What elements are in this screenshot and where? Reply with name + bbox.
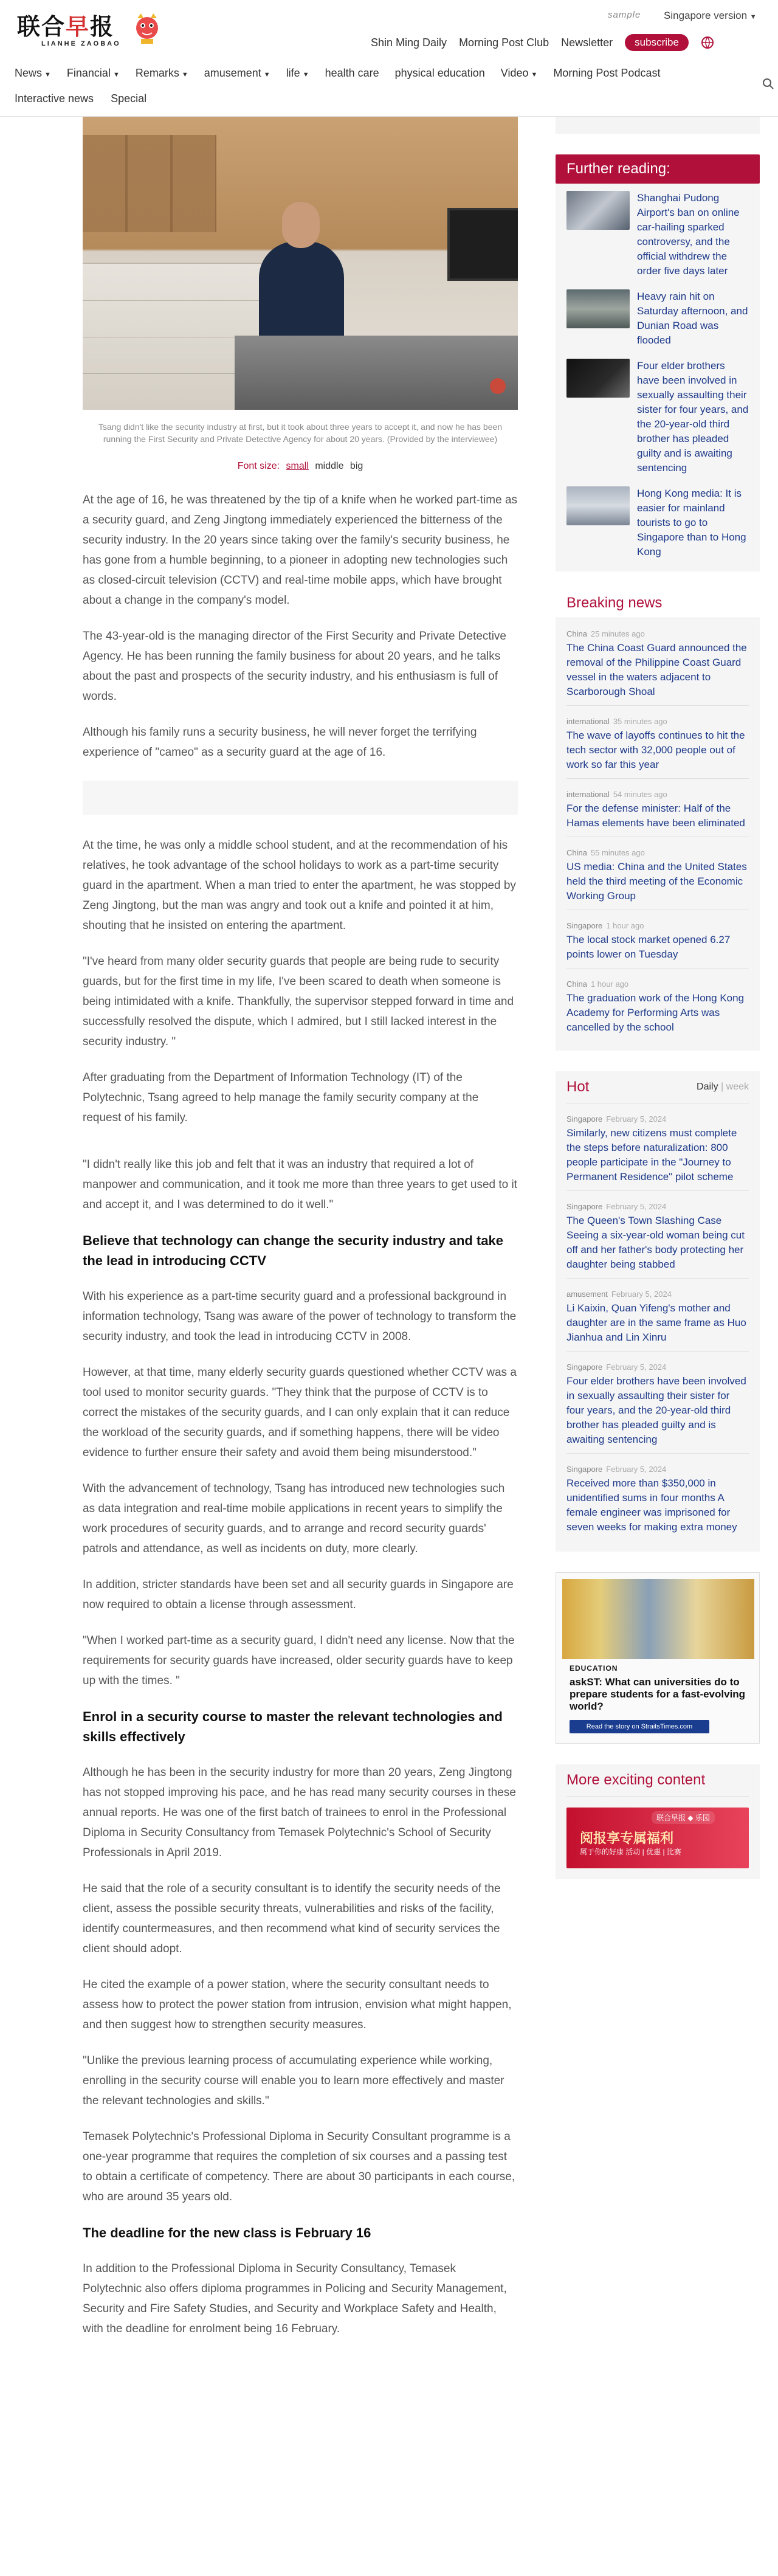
news-meta — [566, 790, 749, 799]
news-category[interactable]: international — [566, 790, 610, 799]
article-paragraph: "Unlike the previous learning process of accumulating experience while working, enrolling in the security course will enable you to learn more effectively and master the relevant technologies and skills." — [83, 2054, 504, 2107]
nav-label: amusement — [204, 67, 261, 79]
further-reading-link[interactable]: Shanghai Pudong Airport's ban on online car-hailing sparked controversy, and the official withdrew the order five days later — [637, 192, 740, 277]
news-time: February 5, 2024 — [611, 1290, 672, 1299]
hot-news-item[interactable] — [566, 1279, 749, 1352]
article-subheading: The deadline for the new class is February 16 — [83, 2225, 371, 2240]
sidebar-spacer — [556, 117, 760, 134]
dragon-mascot-icon — [133, 12, 162, 46]
news-title-link[interactable]: Four elder brothers have been involved in sexually assaulting their sister for four years, and the 20-year-old third brother has pleaded guilty and is awaiting sentencing — [566, 1375, 746, 1445]
article-paragraph: At the age of 16, he was threatened by the tip of a knife when he worked part-time as a security guard, and Zeng Jingtong immediately experienced the bitterness of the security industry. In the 20 years since taking over the family's security business, he has gone from a humble beginning, to a pioneer in adopting new technologies such as closed-circuit television (CCTV) and real-time mobile apps, which have brought about a change in the company's model. — [83, 494, 518, 607]
further-reading-item[interactable] — [556, 184, 760, 282]
article-body — [83, 117, 518, 2339]
sidebar-advertisement[interactable] — [556, 1572, 760, 1744]
news-title-link[interactable]: The local stock market opened 6.27 points lower on Tuesday — [566, 934, 731, 960]
top-nav — [371, 34, 714, 51]
topnav-link-shin-ming-daily[interactable]: Shin Ming Daily — [371, 36, 447, 49]
breaking-news-title: Breaking news — [556, 587, 760, 618]
desk-shape — [235, 336, 518, 410]
further-reading-item[interactable] — [556, 282, 760, 351]
article-paragraph: After graduating from the Department of Information Technology (IT) of the Polytechnic, Tsang agreed to help manage the family security company at the request of his family. — [83, 1071, 479, 1124]
article-paragraph: "I've heard from many older security guards that people are being rude to security guards, but for the first time in my life, I've been scared to death when someone is being intimidated with a knife. Thankfully, the supervisor stepped forward in time and successfully resolved the dispute, which I admired, but I still lacked interest in the security industry. " — [83, 955, 514, 1048]
hot-news-item[interactable] — [566, 1352, 749, 1454]
breaking-news-list — [556, 618, 760, 1051]
ad-cta-button[interactable]: Read the story on StraitsTimes.com — [570, 1720, 709, 1733]
article-paragraph: The 43-year-old is the managing director of the First Security and Private Detective Agency. He has been running the family business for about 20 years, and he talks about the past and prospects of the security industry, and his enthusiasm is full of words. — [83, 630, 506, 703]
breaking-news-item[interactable] — [566, 910, 749, 969]
further-reading-item[interactable] — [556, 351, 760, 479]
sidebar — [556, 117, 760, 1879]
article-paragraph: In addition, stricter standards have been set and all security guards in Singapore are now required to obtain a license through assessment. — [83, 1578, 514, 1611]
chevron-down-icon: ▼ — [181, 71, 188, 78]
chevron-down-icon: ▼ — [44, 71, 51, 78]
ad-image — [562, 1579, 754, 1659]
more-exciting-title: More exciting content — [566, 1764, 749, 1797]
nav-remarks[interactable] — [136, 67, 188, 80]
chevron-down-icon: ▼ — [263, 71, 270, 78]
logo-wordmark: 联合早报 — [17, 13, 115, 40]
nav-news[interactable] — [15, 67, 51, 80]
news-time: 35 minutes ago — [613, 717, 667, 726]
article-thumbnail[interactable] — [566, 191, 630, 230]
image-caption: Tsang didn't like the security industry at first, but it took about three years to accept it, and now he has been running the First Security and Private Detective Agency for about 20 years. (Provided by the interviewee) — [98, 422, 503, 444]
news-meta — [566, 979, 749, 989]
breaking-news-item[interactable] — [566, 618, 749, 706]
article-hero-image — [83, 117, 518, 410]
logo-subtitle: LIANHE ZAOBAO — [41, 40, 121, 47]
nav-life[interactable] — [286, 67, 309, 80]
news-category[interactable]: China — [566, 979, 587, 989]
chevron-down-icon: ▼ — [531, 71, 538, 78]
nav-label: life — [286, 67, 300, 79]
further-reading-link[interactable]: Four elder brothers have been involved in sexually assaulting their sister for four years, and the 20-year-old third brother has pleaded guilty and is awaiting sentencing — [637, 360, 749, 474]
article-paragraph: At the time, he was only a middle school student, and at the recommendation of his relatives, he took advantage of the school holidays to work as a part-time security guard in the apartment. When a man tried to enter the apartment, he was stopped by Zeng Jingtong, but the man was angry and took out a knife and pointed it at him, shouting that he insisted on entering the apartment. — [83, 839, 516, 932]
article-paragraph: Temasek Polytechnic's Professional Diploma in Security Consultant programme is a one-year programme that requires the completion of six courses and a passing test to obtain a certificate of competency. There are about 30 participants in each course, who are around 35 years old. — [83, 2130, 515, 2203]
breaking-news-item[interactable] — [566, 706, 749, 779]
hot-news-item[interactable] — [566, 1191, 749, 1279]
news-meta — [566, 1290, 749, 1299]
news-title-link[interactable]: The Queen's Town Slashing Case Seeing a six-year-old woman being cut off and her father's body protecting her daughter being stabbed — [566, 1215, 745, 1270]
nav-label: Remarks — [135, 67, 179, 79]
nav-amusement[interactable] — [204, 67, 270, 80]
news-meta — [566, 1202, 749, 1211]
article-paragraph: With his experience as a part-time security guard and a professional background in information technology, Tsang was aware of the power of technology to transform the security industry, and took the lead in introducing CCTV in 2008. — [83, 1290, 517, 1343]
main-nav — [15, 67, 660, 80]
news-title-link[interactable]: Similarly, new citizens must complete the steps before naturalization: 800 people participate in the "Journey to Permanent Residence" pilot scheme — [566, 1127, 737, 1183]
nav-video[interactable] — [501, 67, 538, 80]
hot-news-item[interactable] — [566, 1454, 749, 1541]
chevron-down-icon: ▼ — [302, 71, 309, 78]
tab-daily[interactable]: Daily — [697, 1082, 718, 1092]
further-reading-card — [556, 154, 760, 571]
region-label: Singapore version — [664, 10, 748, 21]
news-meta — [566, 717, 749, 726]
news-meta — [566, 629, 749, 638]
article-paragraph: "When I worked part-time as a security guard, I didn't need any license. Now that the requirements for security guards have increased, older security guards have to keep up with the times. " — [83, 1634, 515, 1687]
site-logo[interactable] — [17, 13, 139, 52]
subscribe-button[interactable]: subscribe — [625, 34, 689, 51]
breaking-news-card — [556, 587, 760, 1051]
news-title-link[interactable]: US media: China and the United States held the third meeting of the Economic Working Group — [566, 861, 747, 902]
monitor-shape — [447, 208, 518, 281]
font-size-middle[interactable]: middle — [315, 461, 344, 471]
hot-news-card — [556, 1071, 760, 1552]
ad-headline: askST: What can universities do to prepare students for a fast-evolving world? — [570, 1676, 746, 1712]
news-time: February 5, 2024 — [606, 1465, 667, 1474]
nav-label: Financial — [66, 67, 111, 79]
news-title-link[interactable]: The wave of layoffs continues to hit the tech sector with 32,000 people out of work so far this year — [566, 730, 745, 770]
promo-banner[interactable] — [566, 1808, 749, 1868]
hot-news-item[interactable] — [566, 1103, 749, 1191]
article-subheading: Enrol in a security course to master the relevant technologies and skills effectively — [83, 1709, 503, 1744]
font-size-small[interactable]: small — [286, 461, 309, 471]
news-time: 1 hour ago — [606, 921, 644, 930]
news-time: 55 minutes ago — [590, 848, 645, 857]
news-category[interactable]: China — [566, 629, 587, 638]
font-size-label: Font size: — [237, 461, 280, 471]
tab-divider: | — [721, 1082, 726, 1092]
news-category[interactable]: Singapore — [566, 1202, 603, 1211]
topnav-link-morning-post-club[interactable]: Morning Post Club — [459, 36, 549, 49]
news-meta — [566, 1465, 749, 1474]
nav-morning-post-podcast[interactable]: Morning Post Podcast — [553, 67, 661, 79]
font-size-big[interactable]: big — [349, 461, 363, 471]
promo-subtitle: 属于你的好康 活动 | 优惠 | 比赛 — [580, 1848, 681, 1856]
nav-label: Video — [500, 67, 529, 79]
further-reading-link[interactable]: Hong Kong media: It is easier for mainland tourists to go to Singapore than to Hong Kong — [637, 488, 746, 558]
news-category[interactable]: Singapore — [566, 1465, 603, 1474]
decor-shape — [490, 378, 506, 394]
further-reading-item[interactable] — [556, 479, 760, 563]
breaking-news-item[interactable] — [566, 837, 749, 910]
chevron-down-icon: ▼ — [112, 71, 120, 78]
article-paragraph: Although he has been in the security industry for more than 20 years, Zeng Jingtong has not stopped improving his pace, and he has read many security courses in these annual reports. He was one of the first batch of trainees to enrol in the Professional Diploma in Security Consultancy from Temasek Polytechnic's School of Security Professionals in April 2019. — [83, 1766, 516, 1859]
ad-section-label: EDUCATION — [570, 1664, 618, 1673]
breaking-news-item[interactable] — [566, 779, 749, 837]
news-category[interactable]: Singapore — [566, 1362, 603, 1372]
news-title-link[interactable]: For the defense minister: Half of the Hamas elements have been eliminated — [566, 803, 745, 829]
breaking-news-item[interactable] — [566, 969, 749, 1041]
inline-ad-placeholder — [83, 781, 518, 815]
promo-brand: 联合早报 ◆ 乐园 — [652, 1811, 715, 1824]
article-paragraph: Although his family runs a security business, he will never forget the terrifying experience of "cameo" as a security guard at the age of 16. — [83, 726, 477, 759]
article-thumbnail[interactable] — [566, 486, 630, 525]
article-paragraph: With the advancement of technology, Tsang has introduced new technologies such as data integration and real-time mobile applications in recent years to simplify the work procedures of security guards, and to arrange and record security guards' patrols and attendance, as well as incidents on duty, more clearly. — [83, 1482, 505, 1555]
tab-week[interactable]: week — [726, 1082, 749, 1092]
news-time: February 5, 2024 — [606, 1202, 667, 1211]
sample-badge: sample — [608, 10, 641, 20]
region-selector[interactable] — [664, 10, 757, 22]
article-paragraph: "I didn't really like this job and felt that it was an industry that required a lot of manpower and communication, and it took me more than three years to get used to it and accept it, and I was determined to do it well." — [83, 1158, 517, 1211]
further-reading-link[interactable]: Heavy rain hit on Saturday afternoon, and Dunian Road was flooded — [637, 291, 748, 346]
article-subheading: Believe that technology can change the security industry and take the lead in introducing CCTV — [83, 1233, 503, 1268]
site-header — [0, 0, 778, 117]
news-category[interactable]: amusement — [566, 1290, 608, 1299]
news-meta — [566, 921, 749, 930]
news-title-link[interactable]: The graduation work of the Hong Kong Academy for Performing Arts was cancelled by the school — [566, 992, 745, 1033]
language-icon[interactable] — [701, 36, 714, 49]
news-meta — [566, 1362, 749, 1372]
news-time: 25 minutes ago — [590, 629, 645, 638]
news-time: 54 minutes ago — [613, 790, 667, 799]
article-paragraph: He cited the example of a power station, where the security consultant needs to assess how to protect the power station from intrusion, envision what might happen, and then suggest how to strengthen security measures. — [83, 1978, 512, 2031]
article-paragraph: In addition to the Professional Diploma in Security Consultancy, Temasek Polytechnic also offers diploma programmes in Policing and Security Management, Security and Fire Safety Studies, and Security and Workplace Safety and Health, with the deadline for enrolment being 16 February. — [83, 2262, 507, 2335]
hot-tabs — [697, 1082, 749, 1093]
article-paragraph: He said that the role of a security consultant is to identify the security needs of the client, assess the possible security threats, vulnerabilities and risks of the facility, identify countermeasures, and then recommend what kind of security services the client should adopt. — [83, 1882, 501, 1955]
news-time: February 5, 2024 — [606, 1114, 667, 1124]
nav-health-care[interactable]: health care — [325, 67, 379, 79]
person-body-shape — [259, 241, 344, 345]
article-paragraph: However, at that time, many elderly security guards questioned whether CCTV was a tool used to monitor security guards. "They think that the purpose of CCTV is to correct the mistakes of the security guards, and I can only explain that it can reduce the workload of the security guards, and if something happens, there will be video evidence to further ensure their safety and avoid them being misunderstood." — [83, 1366, 517, 1459]
chevron-down-icon: ▼ — [749, 13, 757, 21]
topnav-link-newsletter[interactable]: Newsletter — [561, 36, 613, 49]
news-title-link[interactable]: Received more than $350,000 in unidentified sums in four months A female engineer was imprisoned for seven weeks for making extra money — [566, 1477, 737, 1533]
news-meta — [566, 1114, 749, 1124]
more-exciting-card — [556, 1764, 760, 1879]
news-category[interactable]: Singapore — [566, 921, 603, 930]
hot-title: Hot — [566, 1079, 590, 1095]
news-meta — [566, 848, 749, 857]
news-time: 1 hour ago — [590, 979, 629, 989]
nav-financial[interactable] — [67, 67, 120, 80]
background-shelf — [83, 135, 216, 232]
promo-title: 阅报享专属福利 — [580, 1831, 674, 1846]
news-title-link[interactable]: The China Coast Guard announced the removal of the Philippine Coast Guard vessel in the waters adjacent to Scarborough Shoal — [566, 642, 747, 697]
news-category[interactable]: Singapore — [566, 1114, 603, 1124]
search-icon[interactable] — [762, 78, 774, 90]
article-thumbnail[interactable] — [566, 359, 630, 398]
nav-physical-education[interactable]: physical education — [394, 67, 485, 79]
nav-interactive-news[interactable]: Interactive news — [15, 92, 94, 105]
article-thumbnail[interactable] — [566, 289, 630, 328]
sub-nav — [15, 92, 146, 105]
person-head-shape — [282, 202, 320, 248]
nav-label: News — [15, 67, 43, 79]
further-reading-title: Further reading: — [556, 154, 760, 184]
news-title-link[interactable]: Li Kaixin, Quan Yifeng's mother and daughter are in the same frame as Huo Jianhua and Lin Xinru — [566, 1302, 746, 1343]
font-size-control — [83, 461, 518, 472]
nav-special[interactable]: Special — [111, 92, 147, 105]
news-time: February 5, 2024 — [606, 1362, 667, 1372]
news-category[interactable]: China — [566, 848, 587, 857]
news-category[interactable]: international — [566, 717, 610, 726]
hot-header — [566, 1071, 749, 1103]
